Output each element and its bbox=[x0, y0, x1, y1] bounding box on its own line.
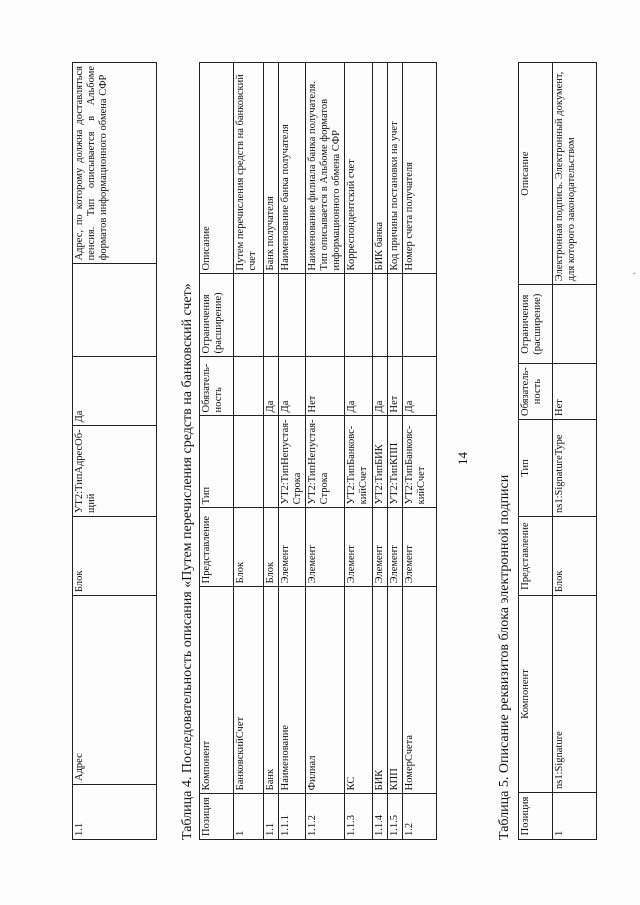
cell-limits bbox=[387, 274, 402, 357]
cell-type bbox=[264, 416, 279, 508]
cell-position: 1.2 bbox=[402, 794, 436, 840]
header-position: Позиция bbox=[519, 793, 553, 840]
cell-limits bbox=[73, 264, 157, 357]
cell-type: УТ2:ТипНепустая-Строка bbox=[306, 416, 345, 508]
table-row bbox=[387, 63, 402, 840]
table-row bbox=[279, 63, 306, 840]
scan-mark: ´ bbox=[632, 270, 636, 284]
cell-description: Путем перечисления средств на банковский счет bbox=[234, 63, 264, 274]
table-row bbox=[345, 63, 372, 840]
cell-limits bbox=[553, 285, 597, 364]
cell-limits bbox=[345, 274, 372, 357]
cell-position: 1 bbox=[553, 793, 597, 840]
cell-representation: Элемент bbox=[387, 508, 402, 587]
table-row bbox=[234, 63, 264, 840]
cell-required: Да bbox=[372, 357, 387, 416]
cell-representation: Элемент bbox=[306, 508, 345, 587]
cell-representation: Элемент bbox=[402, 508, 436, 587]
cell-required: Нет bbox=[387, 357, 402, 416]
cell-component: Адрес bbox=[73, 596, 157, 785]
header-required: Обязатель-ность bbox=[519, 364, 553, 420]
continued-table bbox=[72, 62, 157, 840]
cell-type: УТ2:ТипКПП bbox=[387, 416, 402, 508]
table5 bbox=[518, 62, 597, 840]
cell-component: Банк bbox=[264, 587, 279, 794]
cell-position: 1.1 bbox=[264, 794, 279, 840]
cell-representation: Элемент bbox=[279, 508, 306, 587]
cell-position: 1.1.3 bbox=[345, 794, 372, 840]
cell-limits bbox=[372, 274, 387, 357]
cell-component: БанковскийСчет bbox=[234, 587, 264, 794]
cell-type: УТ2:ТипБанковс-кийСчет bbox=[402, 416, 436, 508]
cell-limits bbox=[234, 274, 264, 357]
cell-required: Да bbox=[264, 357, 279, 416]
cell-type bbox=[234, 416, 264, 508]
cell-position: 1 bbox=[234, 794, 264, 840]
table-header-row bbox=[200, 63, 234, 840]
header-component: Компонент bbox=[519, 596, 553, 793]
cell-position: 1.1 bbox=[73, 785, 157, 840]
table5-caption: Таблица 5. Описание реквизитов блока электронной подписи bbox=[497, 474, 512, 840]
cell-representation: Блок bbox=[553, 517, 597, 596]
table-row bbox=[553, 63, 597, 840]
cell-component: КПП bbox=[387, 587, 402, 794]
cell-description: Наименование банка получателя bbox=[279, 63, 306, 274]
cell-limits bbox=[402, 274, 436, 357]
cell-position: 1.1.2 bbox=[306, 794, 345, 840]
table-row bbox=[73, 63, 157, 840]
table4 bbox=[199, 62, 437, 840]
cell-representation: Элемент bbox=[372, 508, 387, 587]
header-description: Описание bbox=[200, 63, 234, 274]
table-row bbox=[306, 63, 345, 840]
cell-type: УТ2:ТипНепустая-Строка bbox=[279, 416, 306, 508]
cell-description: Банк получателя bbox=[264, 63, 279, 274]
cell-required: Да bbox=[402, 357, 436, 416]
cell-required: Нет bbox=[553, 364, 597, 420]
cell-limits bbox=[279, 274, 306, 357]
cell-limits bbox=[264, 274, 279, 357]
cell-type: УТ2:ТипАдресОб-щий bbox=[73, 426, 157, 517]
header-representation: Представление bbox=[519, 517, 553, 596]
cell-component: ns1:Signature bbox=[553, 596, 597, 793]
page-number: 14 bbox=[455, 452, 470, 465]
cell-representation: Элемент bbox=[345, 508, 372, 587]
cell-component: КС bbox=[345, 587, 372, 794]
cell-description: Адрес, по которому должна доставляться пенсия. Тип описывается в Альбоме форматов информационного обмена СФР bbox=[73, 63, 157, 264]
cell-description: БИК банка bbox=[372, 63, 387, 274]
cell-component: БИК bbox=[372, 587, 387, 794]
cell-required: Да bbox=[345, 357, 372, 416]
cell-description: Номер счета получателя bbox=[402, 63, 436, 274]
header-limits: Ограничения (расширение) bbox=[519, 285, 553, 364]
cell-type: УТ2:ТипБИК bbox=[372, 416, 387, 508]
cell-required bbox=[234, 357, 264, 416]
header-component: Компонент bbox=[200, 587, 234, 794]
cell-component: Филиал bbox=[306, 587, 345, 794]
cell-component: Наименование bbox=[279, 587, 306, 794]
header-description: Описание bbox=[519, 63, 553, 285]
header-required: Обязатель-ность bbox=[200, 357, 234, 416]
table4-caption: Таблица 4. Последовательность описания «Путем перечисления средств на банковский счет» bbox=[180, 283, 195, 840]
cell-required: Нет bbox=[306, 357, 345, 416]
header-limits: Ограничения (расширение) bbox=[200, 274, 234, 357]
cell-type: ns1:SignatureType bbox=[553, 420, 597, 517]
cell-representation: Блок bbox=[73, 517, 157, 596]
cell-limits bbox=[306, 274, 345, 357]
cell-required: Да bbox=[73, 357, 157, 426]
cell-position: 1.1.4 bbox=[372, 794, 387, 840]
header-type: Тип bbox=[519, 420, 553, 517]
cell-description: Корреспондентский счет bbox=[345, 63, 372, 274]
cell-representation: Блок bbox=[234, 508, 264, 587]
table-row bbox=[402, 63, 436, 840]
cell-description: Электронная подпись. Электронный документ, для которого законодательством bbox=[553, 63, 597, 285]
header-representation: Представление bbox=[200, 508, 234, 587]
cell-representation: Блок bbox=[264, 508, 279, 587]
cell-description: Код причины постановки на учет bbox=[387, 63, 402, 274]
table-row bbox=[372, 63, 387, 840]
cell-description: Наименование филиала банка получателя. Тип описывается в Альбоме форматов информационного обмена СФР bbox=[306, 63, 345, 274]
cell-required: Да bbox=[279, 357, 306, 416]
cell-position: 1.1.5 bbox=[387, 794, 402, 840]
table-header-row bbox=[519, 63, 553, 840]
header-type: Тип bbox=[200, 416, 234, 508]
table-row bbox=[264, 63, 279, 840]
header-position: Позиция bbox=[200, 794, 234, 840]
cell-position: 1.1.1 bbox=[279, 794, 306, 840]
cell-type: УТ2:ТипБанковс-кийСчет bbox=[345, 416, 372, 508]
cell-component: НомерСчета bbox=[402, 587, 436, 794]
